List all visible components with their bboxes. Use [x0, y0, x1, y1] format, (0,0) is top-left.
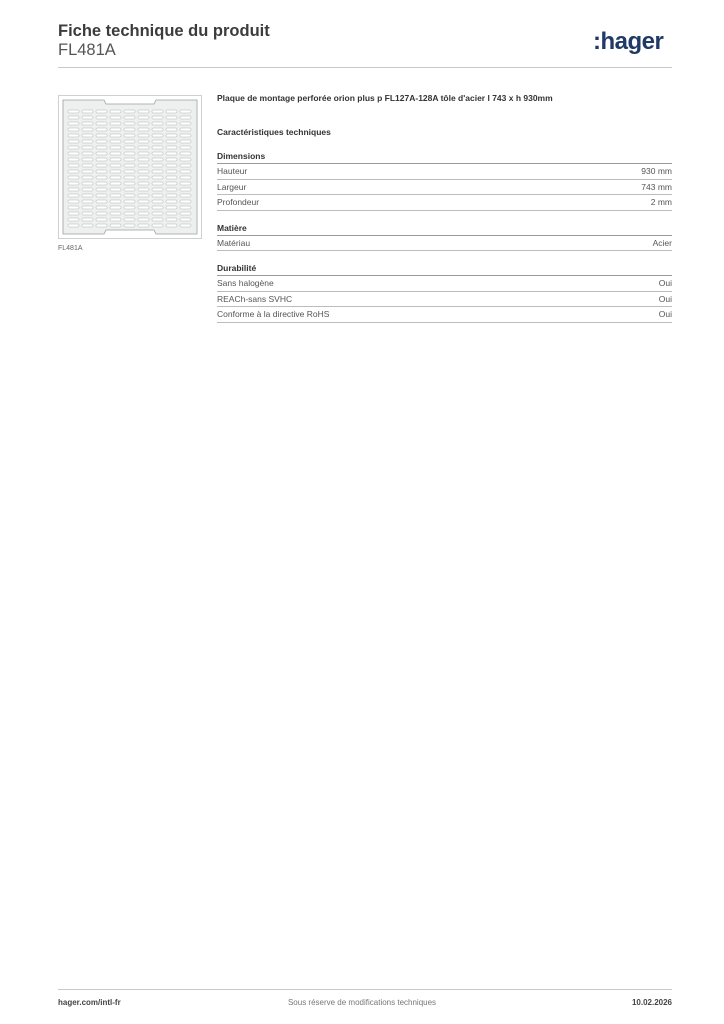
perforation-slot — [138, 206, 149, 209]
perforation-slot — [166, 224, 177, 227]
perforation-slot — [180, 116, 191, 119]
perforation-slot — [68, 194, 79, 197]
perforation-slot — [124, 176, 135, 179]
perforation-slot — [138, 146, 149, 149]
perforation-slot — [68, 218, 79, 221]
perforation-slot — [96, 224, 107, 227]
perforation-slot — [138, 200, 149, 203]
perforation-slot — [166, 134, 177, 137]
spec-label: REACh-sans SVHC — [217, 293, 293, 304]
perforation-slot — [110, 164, 121, 167]
perforation-slot — [138, 212, 149, 215]
perforation-slot — [152, 128, 163, 131]
perforation-slot — [82, 170, 93, 173]
perforation-slot — [138, 128, 149, 131]
perforation-slot — [68, 158, 79, 161]
perforation-slot — [110, 200, 121, 203]
group-title: Dimensions — [217, 151, 672, 164]
perforation-slot — [138, 158, 149, 161]
perforation-slot — [124, 188, 135, 191]
perforation-slot — [166, 152, 177, 155]
perforation-slot — [124, 170, 135, 173]
perforation-slot — [152, 206, 163, 209]
perforation-slot — [166, 188, 177, 191]
perforation-slot — [138, 218, 149, 221]
perforation-slot — [96, 146, 107, 149]
spec-row — [217, 276, 672, 292]
technical-characteristics-title: Caractéristiques techniques — [217, 127, 331, 137]
perforation-slot — [180, 128, 191, 131]
product-image-caption: FL481A — [58, 245, 83, 252]
perforation-slot — [124, 152, 135, 155]
perforation-slot — [152, 116, 163, 119]
perforation-slot — [82, 194, 93, 197]
spec-label: Hauteur — [217, 166, 248, 176]
perforation-slot — [96, 176, 107, 179]
hager-logo[interactable]: :hager — [593, 28, 664, 55]
perforation-slot — [68, 176, 79, 179]
perforation-slot — [124, 224, 135, 227]
perforation-slot — [166, 170, 177, 173]
perforation-slot — [96, 200, 107, 203]
perforation-slot — [68, 128, 79, 131]
perforation-slot — [152, 182, 163, 185]
perforation-slot — [180, 170, 191, 173]
footer-divider — [58, 989, 672, 990]
perforation-slot — [96, 164, 107, 167]
perforation-slot — [138, 176, 149, 179]
spec-value: Oui — [658, 309, 672, 319]
spec-value: Oui — [658, 278, 672, 288]
perforation-slot — [68, 140, 79, 143]
perforation-slot — [110, 122, 121, 125]
perforation-slot — [166, 218, 177, 221]
perforation-slot — [96, 152, 107, 155]
perforation-slot — [152, 158, 163, 161]
perforation-slot — [138, 194, 149, 197]
spec-value: Acier — [652, 237, 672, 248]
perforation-slot — [166, 212, 177, 215]
perforation-slot — [68, 212, 79, 215]
perforation-slot — [110, 212, 121, 215]
perforation-slot — [68, 116, 79, 119]
perforation-slot — [96, 110, 107, 113]
spec-value: Oui — [658, 293, 672, 304]
perforation-slot — [152, 110, 163, 113]
perforation-slot — [82, 152, 93, 155]
perforation-slot — [68, 164, 79, 167]
perforation-slot — [152, 134, 163, 137]
perforation-slot — [180, 194, 191, 197]
perforation-slot — [110, 188, 121, 191]
perforation-slot — [82, 110, 93, 113]
dimensions-group — [217, 151, 672, 211]
perforation-slot — [180, 176, 191, 179]
perforation-slot — [124, 218, 135, 221]
perforation-slot — [166, 122, 177, 125]
perforation-slot — [138, 140, 149, 143]
perforation-slot — [110, 128, 121, 131]
perforation-slot — [180, 164, 191, 167]
perforation-slot — [82, 212, 93, 215]
perforation-slot — [68, 122, 79, 125]
group-title: Durabilité — [217, 263, 672, 276]
perforation-slot — [110, 116, 121, 119]
perforation-slot — [68, 206, 79, 209]
perforation-slot — [110, 206, 121, 209]
spec-value: 2 mm — [650, 197, 672, 207]
perforation-slot — [166, 158, 177, 161]
perforation-slot — [96, 134, 107, 137]
perforation-slot — [180, 140, 191, 143]
perforation-slot — [152, 152, 163, 155]
perforation-slot — [68, 224, 79, 227]
perforation-slot — [152, 218, 163, 221]
perforation-slot — [166, 164, 177, 167]
perforation-slot — [110, 170, 121, 173]
perforation-slot — [138, 182, 149, 185]
spec-row — [217, 292, 672, 308]
perforation-slot — [180, 206, 191, 209]
perforation-slot — [166, 128, 177, 131]
perforation-slot — [110, 194, 121, 197]
perforation-slot — [180, 182, 191, 185]
perforation-slot — [166, 116, 177, 119]
perforation-slot — [180, 122, 191, 125]
perforation-slot — [124, 146, 135, 149]
perforation-slot — [124, 182, 135, 185]
perforation-slot — [152, 146, 163, 149]
perforation-slot — [68, 146, 79, 149]
perforation-slot — [68, 170, 79, 173]
perforation-slot — [166, 194, 177, 197]
spec-value: 930 mm — [641, 166, 672, 176]
perforation-slot — [180, 110, 191, 113]
perforation-slot — [96, 170, 107, 173]
perforation-slot — [180, 158, 191, 161]
perforated-mounting-plate-icon — [59, 96, 201, 238]
perforation-slot — [138, 152, 149, 155]
perforation-slot — [82, 158, 93, 161]
perforation-slot — [110, 134, 121, 137]
perforation-slot — [180, 218, 191, 221]
perforation-slot — [110, 224, 121, 227]
spec-label: Sans halogène — [217, 278, 274, 288]
perforation-slot — [96, 188, 107, 191]
perforation-slot — [166, 146, 177, 149]
perforation-slot — [68, 188, 79, 191]
perforation-slot — [152, 212, 163, 215]
perforation-slot — [152, 188, 163, 191]
perforation-slot — [166, 206, 177, 209]
perforation-slot — [152, 140, 163, 143]
perforation-slot — [152, 224, 163, 227]
spec-label: Conforme à la directive RoHS — [217, 309, 330, 319]
product-description: Plaque de montage perforée orion plus p FL127A-128A tôle d'acier l 743 x h 930mm — [217, 93, 553, 103]
perforation-slot — [124, 116, 135, 119]
perforation-slot — [124, 134, 135, 137]
perforation-slot — [166, 110, 177, 113]
product-details — [217, 93, 672, 331]
perforation-slot — [96, 194, 107, 197]
perforation-slot — [96, 218, 107, 221]
perforation-slot — [180, 152, 191, 155]
perforation-slot — [82, 188, 93, 191]
perforation-slot — [124, 212, 135, 215]
perforation-slot — [124, 200, 135, 203]
perforation-slot — [96, 122, 107, 125]
spec-value: 743 mm — [641, 181, 672, 192]
perforation-slot — [124, 206, 135, 209]
perforation-slot — [124, 140, 135, 143]
perforation-slot — [180, 146, 191, 149]
perforation-slot — [138, 164, 149, 167]
perforation-slot — [124, 194, 135, 197]
perforation-slot — [180, 212, 191, 215]
perforation-slot — [96, 128, 107, 131]
perforation-slot — [166, 176, 177, 179]
perforation-slot — [110, 110, 121, 113]
perforation-slot — [68, 152, 79, 155]
perforation-slot — [68, 182, 79, 185]
perforation-slot — [138, 116, 149, 119]
spec-label: Largeur — [217, 181, 247, 192]
perforation-slot — [110, 140, 121, 143]
perforation-slot — [124, 164, 135, 167]
perforation-slot — [124, 158, 135, 161]
footer-notice: Sous réserve de modifications techniques — [287, 998, 437, 1007]
perforation-slot — [96, 182, 107, 185]
perforation-slot — [82, 134, 93, 137]
perforation-slot — [82, 182, 93, 185]
spec-label: Profondeur — [217, 197, 260, 207]
perforation-slot — [138, 134, 149, 137]
perforation-slot — [152, 176, 163, 179]
perforation-slot — [180, 224, 191, 227]
spec-row — [217, 195, 672, 211]
perforation-slot — [166, 140, 177, 143]
perforation-slot — [82, 164, 93, 167]
perforation-slot — [124, 128, 135, 131]
perforation-slot — [138, 110, 149, 113]
product-reference: FL481A — [58, 41, 116, 59]
perforation-slot — [152, 122, 163, 125]
perforation-slot — [110, 176, 121, 179]
perforation-slot — [124, 110, 135, 113]
perforation-slot — [82, 200, 93, 203]
spec-row — [217, 164, 672, 180]
perforation-slot — [82, 146, 93, 149]
perforation-slot — [68, 110, 79, 113]
material-group — [217, 223, 672, 252]
perforation-slot — [110, 218, 121, 221]
perforation-slot — [180, 200, 191, 203]
perforation-slot — [96, 206, 107, 209]
perforation-slot — [82, 128, 93, 131]
perforation-slot — [138, 170, 149, 173]
perforation-slot — [110, 146, 121, 149]
perforation-slot — [82, 140, 93, 143]
perforation-slot — [96, 158, 107, 161]
perforation-slot — [124, 122, 135, 125]
perforation-slot — [110, 152, 121, 155]
perforation-slot — [110, 158, 121, 161]
perforation-slot — [82, 122, 93, 125]
perforation-slot — [82, 116, 93, 119]
durability-group — [217, 263, 672, 323]
footer-date: 10.02.2026 — [631, 998, 672, 1007]
header-divider — [58, 67, 672, 68]
footer-website-link[interactable]: hager.com/intl-fr — [58, 998, 121, 1007]
perforation-slot — [166, 182, 177, 185]
perforation-slot — [96, 116, 107, 119]
perforation-slot — [68, 134, 79, 137]
spec-label: Matériau — [217, 237, 251, 248]
perforation-slot — [82, 176, 93, 179]
perforation-slot — [138, 224, 149, 227]
perforation-slot — [82, 206, 93, 209]
group-title: Matière — [217, 223, 672, 236]
perforation-slot — [152, 170, 163, 173]
perforation-slot — [82, 218, 93, 221]
spec-row — [217, 236, 672, 252]
perforation-slot — [180, 188, 191, 191]
perforation-slot — [152, 164, 163, 167]
perforation-slot — [96, 212, 107, 215]
perforation-slot — [68, 200, 79, 203]
perforation-slot — [138, 122, 149, 125]
perforation-slot — [152, 194, 163, 197]
perforation-slot — [82, 224, 93, 227]
product-image — [58, 95, 202, 239]
perforation-slot — [138, 188, 149, 191]
perforation-slot — [166, 200, 177, 203]
page-title: Fiche technique du produit — [58, 22, 270, 40]
perforation-slot — [96, 140, 107, 143]
spec-row — [217, 180, 672, 196]
spec-row — [217, 307, 672, 323]
perforation-slot — [110, 182, 121, 185]
perforation-slot — [180, 134, 191, 137]
perforation-slot — [152, 200, 163, 203]
